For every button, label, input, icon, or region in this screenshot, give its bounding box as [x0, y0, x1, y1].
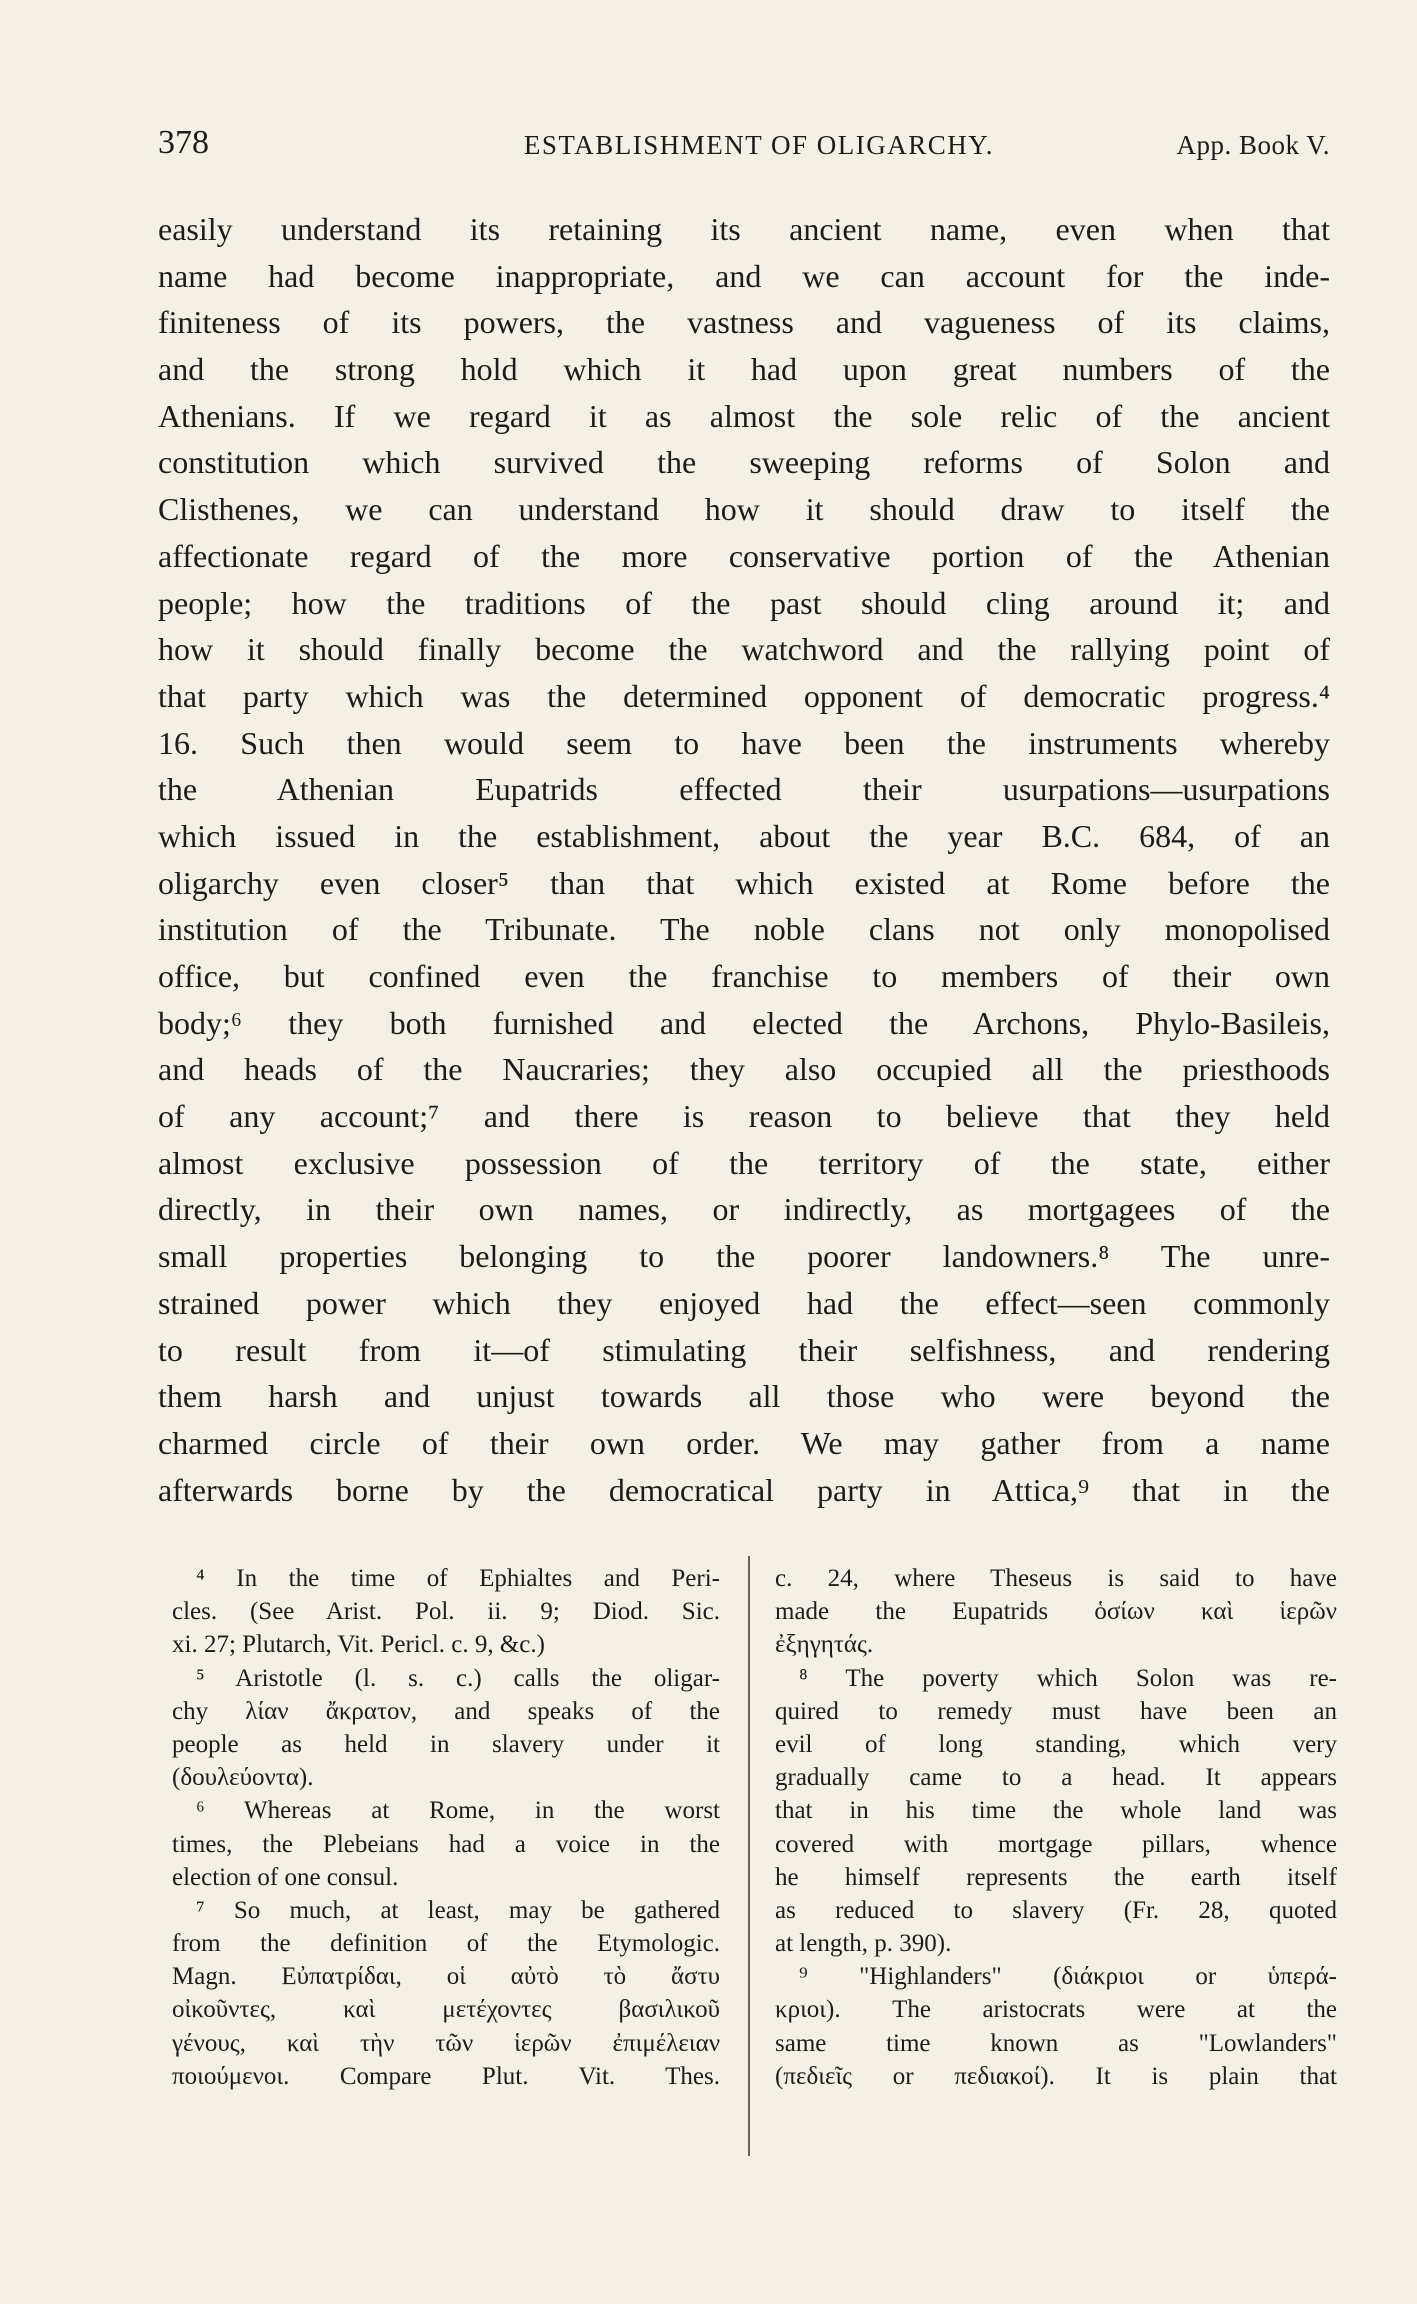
footnote-line: made the Eupatrids ὁσίων καὶ ἱερῶν: [775, 1598, 1337, 1626]
text-line: directly, in their own names, or indirectly, as mortgagees of the: [158, 1191, 1330, 1228]
footnotes-left-column: [172, 1562, 720, 2093]
text-line: almost exclusive possession of the territory of the state, either: [158, 1144, 1330, 1181]
footnote-line: c. 24, where Theseus is said to have: [775, 1565, 1337, 1592]
footnote-line: gradually came to a head. It appears: [775, 1764, 1337, 1792]
text-line: of any account;⁷ and there is reason to believe that they held: [158, 1098, 1330, 1135]
text-line: affectionate regard of the more conservative portion of the Athenian: [158, 537, 1330, 574]
footnote-line: ἐξηγητάς.: [775, 1631, 874, 1659]
text-line: name had become inappropriate, and we can account for the inde-: [158, 257, 1330, 294]
text-line: Clisthenes, we can understand how it should draw to itself the: [158, 491, 1330, 528]
footnote-line: same time known as "Lowlanders": [775, 2029, 1337, 2057]
footnote-line: cles. (See Arist. Pol. ii. 9; Diod. Sic.: [172, 1598, 720, 1626]
book-reference: App. Book V.: [1176, 130, 1330, 160]
footnote-line: οἰκοῦντες, καὶ μετέχοντες βασιλικοῦ: [172, 1996, 720, 2024]
footnote-line: xi. 27; Plutarch, Vit. Pericl. c. 9, &c.): [172, 1631, 545, 1659]
footnote-line: ⁹ "Highlanders" (διάκριοι or ὑπερά-: [799, 1963, 1337, 1991]
text-line: them harsh and unjust towards all those who were beyond the: [158, 1378, 1330, 1415]
footnote-line: evil of long standing, which very: [775, 1730, 1337, 1758]
page-number: 378: [158, 124, 209, 161]
footnotes-right-column: [775, 1562, 1337, 2093]
footnote-line: from the definition of the Etymologic.: [172, 1930, 720, 1958]
text-line: body;⁶ they both furnished and elected the Archons, Phylo-Basileis,: [158, 1004, 1330, 1041]
footnote-line: ⁴ In the time of Ephialtes and Peri-: [196, 1565, 720, 1592]
text-line: strained power which they enjoyed had the effect—seen commonly: [158, 1284, 1330, 1321]
footnote-line: ⁵ Aristotle (l. s. c.) calls the oligar-: [196, 1664, 720, 1692]
main-text: [158, 206, 1330, 1513]
footnote-line: γένους, καὶ τὴν τῶν ἱερῶν ἐπιμέλειαν: [172, 2029, 720, 2057]
footnote-line: as reduced to slavery (Fr. 28, quoted: [775, 1896, 1337, 1924]
text-line: how it should finally become the watchword and the rallying point of: [158, 631, 1330, 668]
text-line: to result from it—of stimulating their selfishness, and rendering: [158, 1331, 1330, 1368]
text-line: institution of the Tribunate. The noble clans not only monopolised: [158, 911, 1330, 948]
footnote-line: that in his time the whole land was: [775, 1797, 1337, 1825]
text-line: finiteness of its powers, the vastness and vagueness of its claims,: [158, 304, 1330, 341]
footnote-line: quired to remedy must have been an: [775, 1697, 1337, 1725]
running-title: ESTABLISHMENT OF OLIGARCHY.: [523, 130, 995, 160]
footnote-line: (πεδιεῖς or πεδιακοί). It is plain that: [775, 2062, 1337, 2090]
text-line: the Athenian Eupatrids effected their usurpations—usurpations: [158, 771, 1330, 808]
footnote-column-divider: [748, 1556, 750, 2156]
text-line: office, but confined even the franchise to members of their own: [158, 958, 1330, 994]
footnote-line: (δουλεύοντα).: [172, 1764, 314, 1792]
text-line: 16. Such then would seem to have been the instruments whereby: [158, 724, 1330, 761]
text-line: and the strong hold which it had upon great numbers of the: [158, 351, 1330, 388]
text-line: easily understand its retaining its ancient name, even when that: [158, 211, 1330, 247]
footnote-line: at length, p. 390).: [775, 1930, 952, 1958]
text-line: afterwards borne by the democratical party in Attica,⁹ that in the: [158, 1471, 1330, 1508]
footnote-line: ποιούμενοι. Compare Plut. Vit. Thes.: [172, 2062, 720, 2090]
page-header: [158, 124, 1330, 168]
footnote-line: κριοι). The aristocrats were at the: [775, 1996, 1337, 2024]
text-line: that party which was the determined opponent of democratic progress.⁴: [158, 677, 1330, 714]
footnote-line: times, the Plebeians had a voice in the: [172, 1830, 720, 1858]
footnote-line: people as held in slavery under it: [172, 1730, 720, 1758]
text-line: which issued in the establishment, about the year B.C. 684, of an: [158, 817, 1330, 854]
footnote-line: he himself represents the earth itself: [775, 1863, 1337, 1891]
footnote-line: covered with mortgage pillars, whence: [775, 1830, 1337, 1858]
text-line: Athenians. If we regard it as almost the sole relic of the ancient: [158, 397, 1330, 434]
footnote-line: ⁶ Whereas at Rome, in the worst: [196, 1797, 720, 1825]
text-line: small properties belonging to the poorer landowners.⁸ The unre-: [158, 1238, 1330, 1275]
footnote-line: Magn. Εὐπατρίδαι, οἱ αὐτὸ τὸ ἄστυ: [172, 1963, 720, 1991]
footnote-line: chy λίαν ἄκρατον, and speaks of the: [172, 1697, 720, 1725]
text-line: charmed circle of their own order. We may gather from a name: [158, 1424, 1330, 1461]
footnote-line: ⁸ The poverty which Solon was re-: [799, 1664, 1337, 1692]
text-line: and heads of the Naucraries; they also occupied all the priesthoods: [158, 1051, 1330, 1088]
text-line: people; how the traditions of the past should cling around it; and: [158, 584, 1330, 621]
text-line: constitution which survived the sweeping reforms of Solon and: [158, 444, 1330, 481]
footnote-line: ⁷ So much, at least, may be gathered: [196, 1896, 720, 1924]
text-line: oligarchy even closer⁵ than that which existed at Rome before the: [158, 864, 1330, 901]
footnote-line: election of one consul.: [172, 1863, 399, 1891]
